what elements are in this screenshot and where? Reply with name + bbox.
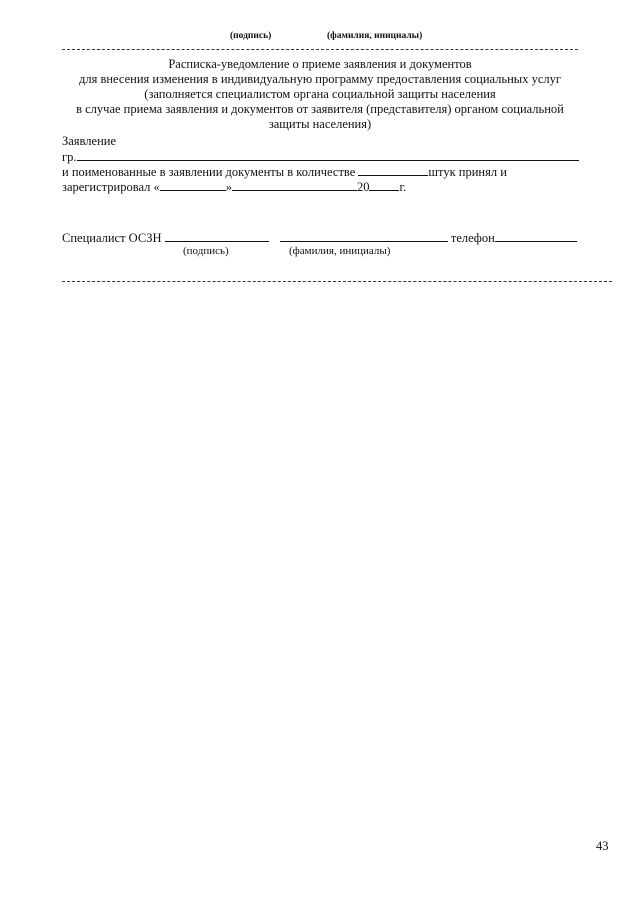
page-number: 43	[596, 839, 609, 853]
year-suffix: г.	[399, 180, 407, 194]
month-field[interactable]	[232, 179, 357, 191]
receipt-title-line-1: Расписка-уведомление о приеме заявления и документов	[168, 57, 472, 71]
specialist-name-field[interactable]	[280, 230, 448, 242]
name-caption-top: (фамилия, инициалы)	[327, 31, 423, 41]
documents-text: и поименованные в заявлении документы в количестве	[62, 165, 356, 179]
documents-suffix: штук принял и	[428, 165, 507, 179]
cut-line-top	[62, 49, 578, 50]
registered-line	[62, 179, 406, 195]
specialist-name-caption: (фамилия, инициалы)	[289, 245, 391, 257]
phone-field[interactable]	[495, 230, 577, 242]
receipt-title-line-5: защиты населения)	[268, 117, 372, 131]
cut-line-bottom	[62, 281, 612, 282]
registered-mid: »	[225, 180, 232, 194]
specialist-line	[62, 230, 577, 246]
receipt-title-line-4: в случае приема заявления и документов от заявителя (представителя) органом социальной	[76, 102, 564, 116]
citizen-prefix: гр.	[62, 150, 77, 164]
specialist-label: Специалист ОСЗН	[62, 231, 162, 245]
documents-count-field[interactable]	[358, 164, 428, 176]
year-prefix: 20	[356, 180, 370, 194]
specialist-signature-caption: (подпись)	[183, 245, 229, 257]
citizen-line	[62, 149, 579, 165]
day-field[interactable]	[160, 179, 226, 191]
registered-text: зарегистрировал «	[62, 180, 160, 194]
citizen-name-field[interactable]	[77, 149, 579, 161]
documents-line	[62, 164, 507, 180]
receipt-title-line-3: (заполняется специалистом органа социальной защиты населения	[144, 87, 496, 101]
signature-caption-top: (подпись)	[230, 31, 272, 41]
specialist-signature-field[interactable]	[165, 230, 269, 242]
receipt-title-line-2: для внесения изменения в индивидуальную программу предоставления социальных услуг	[78, 72, 561, 86]
year-field[interactable]	[369, 179, 399, 191]
statement-label: Заявление	[62, 134, 117, 148]
phone-label: телефон	[450, 231, 495, 245]
